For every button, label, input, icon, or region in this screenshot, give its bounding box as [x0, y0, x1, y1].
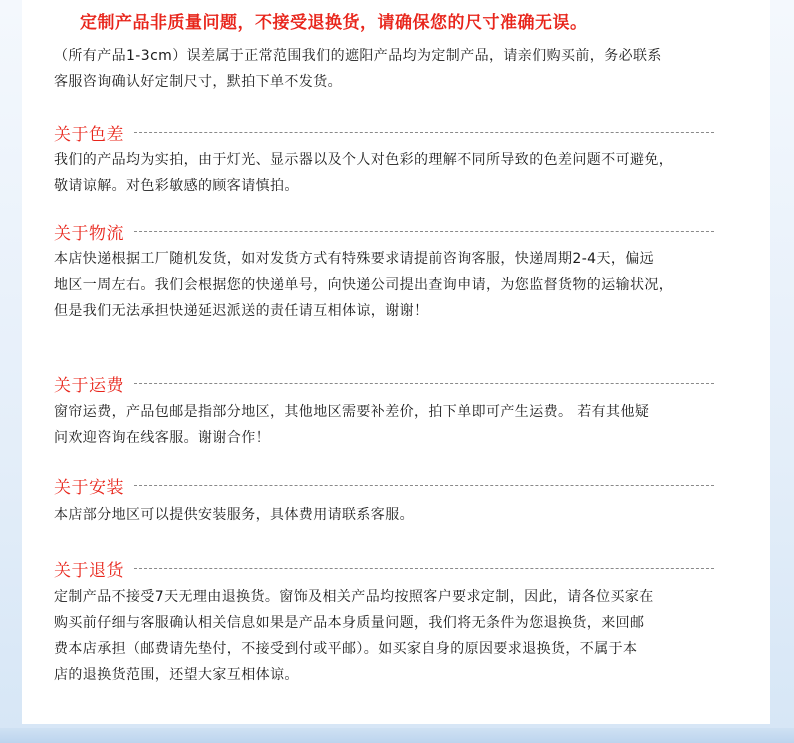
- section-title-installation: [54, 474, 714, 496]
- section-line: 店的退换货范围，还望大家互相体谅。: [54, 667, 299, 683]
- section-line: 敬请谅解。对色彩敏感的顾客请慎拍。: [54, 178, 299, 194]
- notice-headline: 定制产品非质量问题，不接受退换货，请确保您的尺寸准确无误。: [80, 13, 588, 33]
- dashed-divider: [134, 132, 714, 133]
- section-title-label: 关于退货: [54, 560, 124, 581]
- section-body-returns: [54, 584, 754, 688]
- section-title-label: 关于物流: [54, 223, 124, 244]
- section-title-label: 关于色差: [54, 124, 124, 145]
- section-title-color-difference: [54, 121, 714, 143]
- section-body-installation: [54, 502, 754, 528]
- bottom-bar: [0, 728, 794, 743]
- section-line: 费本店承担（邮费请先垫付，不接受到付或平邮）。如买家自身的原因要求退换货，不属于本: [54, 641, 638, 657]
- dashed-divider: [134, 568, 714, 569]
- dashed-divider: [134, 383, 714, 384]
- section-title-returns: [54, 557, 714, 579]
- dashed-divider: [134, 231, 714, 232]
- section-line: 购买前仔细与客服确认相关信息如果是产品本身质量问题，我们将无条件为您退换货，来回邮: [54, 615, 645, 631]
- section-line: 问欢迎咨询在线客服。谢谢合作！: [54, 430, 270, 446]
- dashed-divider: [134, 485, 714, 486]
- section-body-logistics: [54, 246, 754, 324]
- section-line: 地区一周左右。我们会根据您的快递单号，向快递公司提出查询申请，为您监督货物的运输状况，: [54, 277, 674, 293]
- intro-paragraph: [54, 43, 754, 95]
- intro-line: 客服咨询确认好定制尺寸，默拍下单不发货。: [54, 74, 342, 90]
- section-line: 本店部分地区可以提供安装服务，具体费用请联系客服。: [54, 507, 414, 523]
- section-body-color-difference: [54, 147, 754, 199]
- section-line: 窗帘运费，产品包邮是指部分地区，其他地区需要补差价，拍下单即可产生运费。 若有其他疑: [54, 404, 650, 420]
- section-line: 定制产品不接受7天无理由退换货。窗饰及相关产品均按照客户要求定制，因此，请各位买家在: [54, 589, 654, 605]
- section-title-logistics: [54, 220, 714, 242]
- intro-line: （所有产品1-3cm）误差属于正常范围我们的遮阳产品均为定制产品，请亲们购买前，务必联系: [54, 48, 662, 64]
- section-body-shipping-fee: [54, 399, 754, 451]
- section-line: 我们的产品均为实拍，由于灯光、显示器以及个人对色彩的理解不同所导致的色差问题不可避免，: [54, 152, 674, 168]
- section-line: 本店快递根据工厂随机发货，如对发货方式有特殊要求请提前咨询客服，快递周期2-4天，偏远: [54, 251, 655, 267]
- section-title-shipping-fee: [54, 372, 714, 394]
- section-title-label: 关于运费: [54, 375, 124, 396]
- section-line: 但是我们无法承担快递延迟派送的责任请互相体谅，谢谢！: [54, 303, 429, 319]
- section-title-label: 关于安装: [54, 477, 124, 498]
